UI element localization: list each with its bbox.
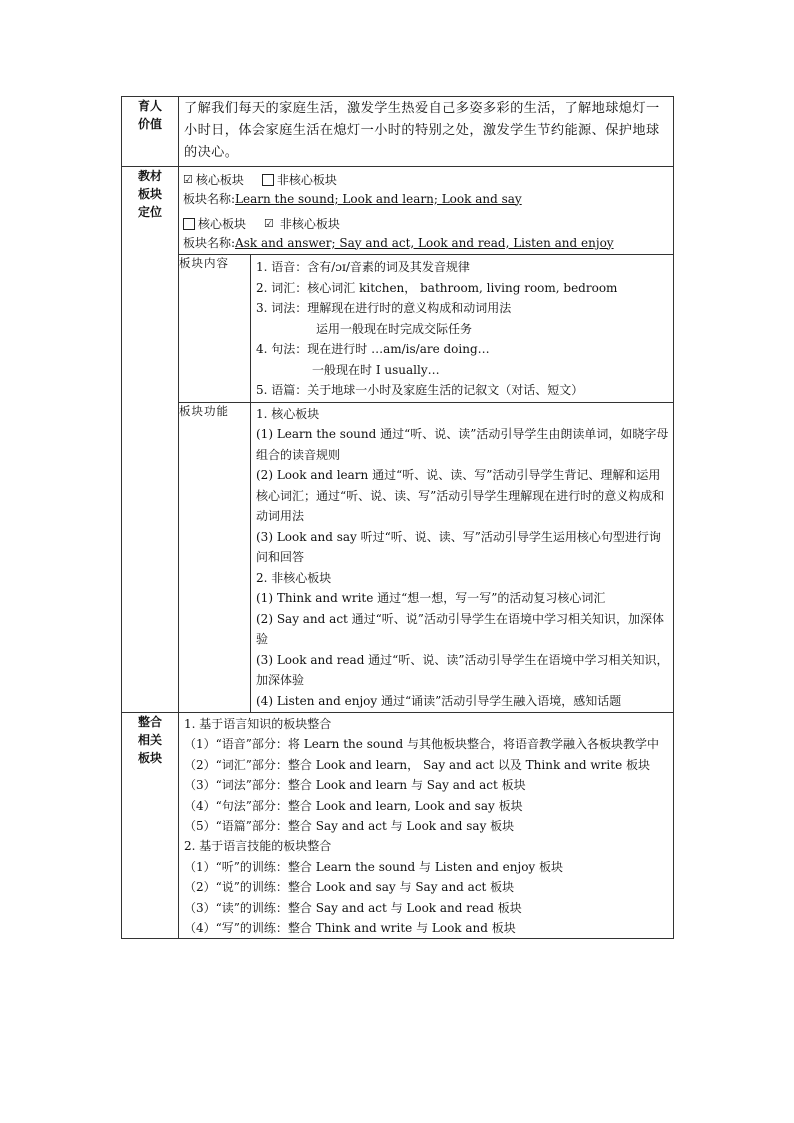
module-name-prefix: 板块名称: xyxy=(183,191,236,206)
module-function-label: 板块功能 xyxy=(179,402,251,712)
row-label-education-value: 育人 价值 xyxy=(122,97,179,167)
list-item: (4) Listen and enjoy 通过“诵读”活动引导学生融入语境，感知话题 xyxy=(256,693,622,708)
module-function-list xyxy=(251,403,673,713)
module-content-cell xyxy=(251,255,674,403)
education-value-cell xyxy=(179,97,674,167)
module-detail-table xyxy=(179,254,673,712)
row-integration xyxy=(122,713,674,939)
row-label-integration: 整合 相关 板块 xyxy=(122,713,179,939)
list-item: 1. 语音：含有/ɔɪ/音素的词及其发音规律 xyxy=(256,260,470,274)
row-textbook-positioning xyxy=(122,167,674,713)
module-function-row xyxy=(179,402,673,712)
lesson-plan-table xyxy=(121,96,674,939)
list-item: (1) Learn the sound 通过“听、说、读”活动引导学生由朗读单词，如晓字母组合的读音规则 xyxy=(256,427,669,462)
list-item: (1) Think and write 通过“想一想，写一写”的活动复习核心词汇 xyxy=(256,591,606,605)
module-group-noncore xyxy=(179,208,673,252)
module-function-cell xyxy=(251,402,674,712)
row-label-textbook-positioning: 教材 板块 定位 xyxy=(122,167,179,713)
list-item: （2）“说”的训练：整合 Look and say 与 Say and act 板块 xyxy=(184,880,515,895)
module-content-row xyxy=(179,255,673,403)
list-item: 1. 核心板块 xyxy=(256,406,320,421)
module-name-noncore-value: Ask and answer; Say and act, Look and read, Listen and enjoy xyxy=(235,235,614,250)
checkbox-core-checked: ☑ xyxy=(183,172,193,186)
checkbox-noncore-checked: ☑ xyxy=(264,216,274,230)
list-item: 2. 非核心板块 xyxy=(256,570,332,585)
module-group-core xyxy=(179,167,673,208)
list-item: （4）“句法”部分：整合 Look and learn, Look and say 板块 xyxy=(184,798,523,813)
checkbox-label-core: 核心板块 xyxy=(195,172,244,187)
list-item: (3) Look and say 听过“听、说、读、写”活动引导学生运用核心句型进行询问和回答 xyxy=(256,529,661,564)
module-name-prefix-2: 板块名称: xyxy=(183,235,236,250)
list-item: 1. 基于语言知识的板块整合 xyxy=(184,717,332,731)
list-item: 一般现在时 I usually… xyxy=(312,362,440,377)
module-content-list xyxy=(251,255,673,402)
list-item: 运用一般现在时完成交际任务 xyxy=(316,321,473,336)
lesson-plan-document xyxy=(121,96,674,939)
list-item: （1）“语音”部分：将 Learn the sound 与其他板块整合，将语音教学融入各板块教学中 xyxy=(184,737,660,752)
list-item: （4）“写”的训练：整合 Think and write 与 Look and 板块 xyxy=(184,921,516,936)
list-item: （2）“词汇”部分：整合 Look and learn， Say and act 以及 Think and write 板块 xyxy=(184,757,650,772)
integration-list xyxy=(179,713,673,938)
list-item: 2. 基于语言技能的板块整合 xyxy=(184,839,332,854)
list-item: （3）“词法”部分：整合 Look and learn 与 Say and act 板块 xyxy=(184,778,526,793)
list-item: (2) Look and learn 通过“听、说、读、写”活动引导学生背记、理解和运用核心词汇；通过“听、说、读、写”活动引导学生理解现在进行时的意义构成和动词用法 xyxy=(256,468,665,523)
module-name-core-value: Learn the sound; Look and learn; Look and say xyxy=(235,191,522,206)
checkbox-label-noncore: 非核心板块 xyxy=(276,172,337,187)
textbook-positioning-cell xyxy=(179,167,674,713)
list-item: 2. 词汇：核心词汇 kitchen， bathroom, living room, bedroom xyxy=(256,280,618,295)
education-value-text: 了解我们每天的家庭生活，激发学生热爱自己多姿多彩的生活，了解地球熄灯一小时日，体会家庭生活在熄灯一小时的特别之处，激发学生节约能源、保护地球的决心。 xyxy=(184,101,660,160)
checkbox-label-noncore-2: 非核心板块 xyxy=(279,216,340,231)
integration-cell xyxy=(179,713,674,939)
list-item: 3. 词法：理解现在进行时的意义构成和动词用法 xyxy=(256,301,512,315)
list-item: （5）“语篇”部分：整合 Say and act 与 Look and say 板块 xyxy=(184,819,515,834)
row-education-value xyxy=(122,97,674,167)
list-item: (2) Say and act 通过“听、说”活动引导学生在语境中学习相关知识，加深体验 xyxy=(256,611,664,646)
list-item: （1）“听”的训练：整合 Learn the sound 与 Listen and enjoy 板块 xyxy=(184,859,564,874)
checkbox-noncore-empty xyxy=(262,174,274,186)
list-item: 5. 语篇：关于地球一小时及家庭生活的记叙文（对话、短文） xyxy=(256,383,584,397)
checkbox-label-core-2: 核心板块 xyxy=(198,216,247,231)
checkbox-core-empty xyxy=(183,218,195,230)
list-item: （3）“读”的训练：整合 Say and act 与 Look and read 板块 xyxy=(184,900,522,915)
list-item: (3) Look and read 通过“听、说、读”活动引导学生在语境中学习相关知识，加深体验 xyxy=(256,652,669,687)
module-content-label: 板块内容 xyxy=(179,255,251,403)
list-item: 4. 句法：现在进行时 …am/is/are doing… xyxy=(256,342,490,356)
